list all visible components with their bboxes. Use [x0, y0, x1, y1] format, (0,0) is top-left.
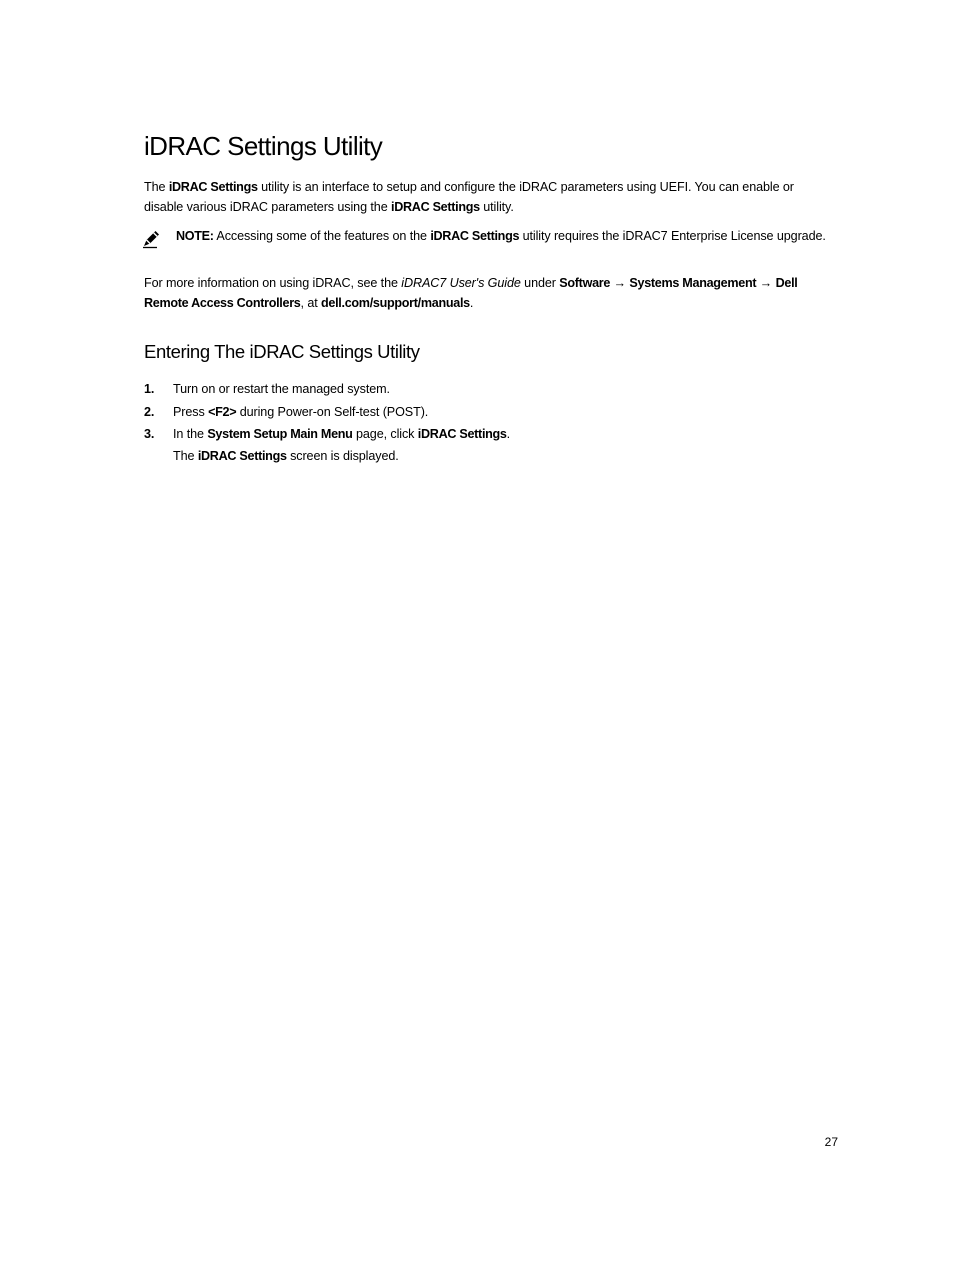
step-item: [144, 378, 828, 401]
step-text-part: .: [506, 427, 511, 441]
intro-text: utility.: [479, 199, 514, 214]
menu-path-software: Software: [559, 276, 611, 290]
arrow-separator: →: [756, 276, 776, 290]
intro-text: The: [144, 180, 169, 194]
steps-list: [144, 378, 828, 446]
support-url: dell.com/support/manuals: [321, 295, 470, 310]
step-text: [173, 401, 428, 424]
intro-text: utility is an interface to setup and configure the iDRAC parameters using UEFI. You can enable or disable various iDRAC parameters using the: [144, 180, 794, 214]
result-emphasis: iDRAC Settings: [197, 449, 287, 463]
more-info-text: For more information on using iDRAC, see the: [144, 276, 402, 290]
guide-title: iDRAC7 User's Guide: [401, 276, 521, 290]
step-text-part: In the: [173, 427, 208, 441]
menu-path-systems-management: Systems Management: [629, 276, 757, 290]
pencil-note-icon: [140, 228, 162, 250]
step-number: 2.: [144, 404, 155, 419]
intro-paragraph: [144, 178, 828, 217]
step-item: [144, 401, 828, 424]
more-info-text: , at: [300, 295, 322, 310]
step-text: Turn on or restart the managed system.: [173, 382, 390, 396]
step-result: [173, 445, 399, 467]
intro-emphasis: iDRAC Settings: [168, 180, 258, 194]
more-info-paragraph: [144, 274, 828, 313]
note-label: NOTE:: [176, 229, 214, 243]
note-emphasis: iDRAC Settings: [430, 229, 520, 243]
result-text: The: [173, 449, 198, 463]
step-text-part: page, click: [352, 427, 418, 441]
key-label: <F2>: [208, 404, 237, 419]
note-paragraph: [176, 227, 828, 246]
step-text: [173, 423, 510, 446]
note-text: utility requires the iDRAC7 Enterprise License upgrade.: [519, 229, 826, 243]
menu-option: iDRAC Settings: [417, 427, 507, 441]
step-number: 3.: [144, 427, 155, 441]
menu-name: System Setup Main Menu: [207, 427, 353, 441]
result-text: screen is displayed.: [286, 449, 399, 463]
page-title: iDRAC Settings Utility: [144, 131, 383, 161]
step-text-part: during Power-on Self-test (POST).: [236, 404, 429, 419]
step-number: 1.: [144, 382, 155, 396]
step-item: [144, 423, 828, 446]
step-text-part: Press: [173, 404, 209, 419]
more-info-text: .: [469, 295, 474, 310]
arrow-separator: →: [610, 276, 630, 290]
menu-path-remote-access-controllers: Dell Remote Access Controllers: [144, 276, 798, 310]
section-heading: Entering The iDRAC Settings Utility: [144, 341, 420, 362]
note-text: Accessing some of the features on the: [213, 229, 431, 243]
more-info-text: under: [520, 276, 560, 290]
intro-emphasis: iDRAC Settings: [391, 199, 480, 214]
page-number: 27: [824, 1135, 838, 1149]
